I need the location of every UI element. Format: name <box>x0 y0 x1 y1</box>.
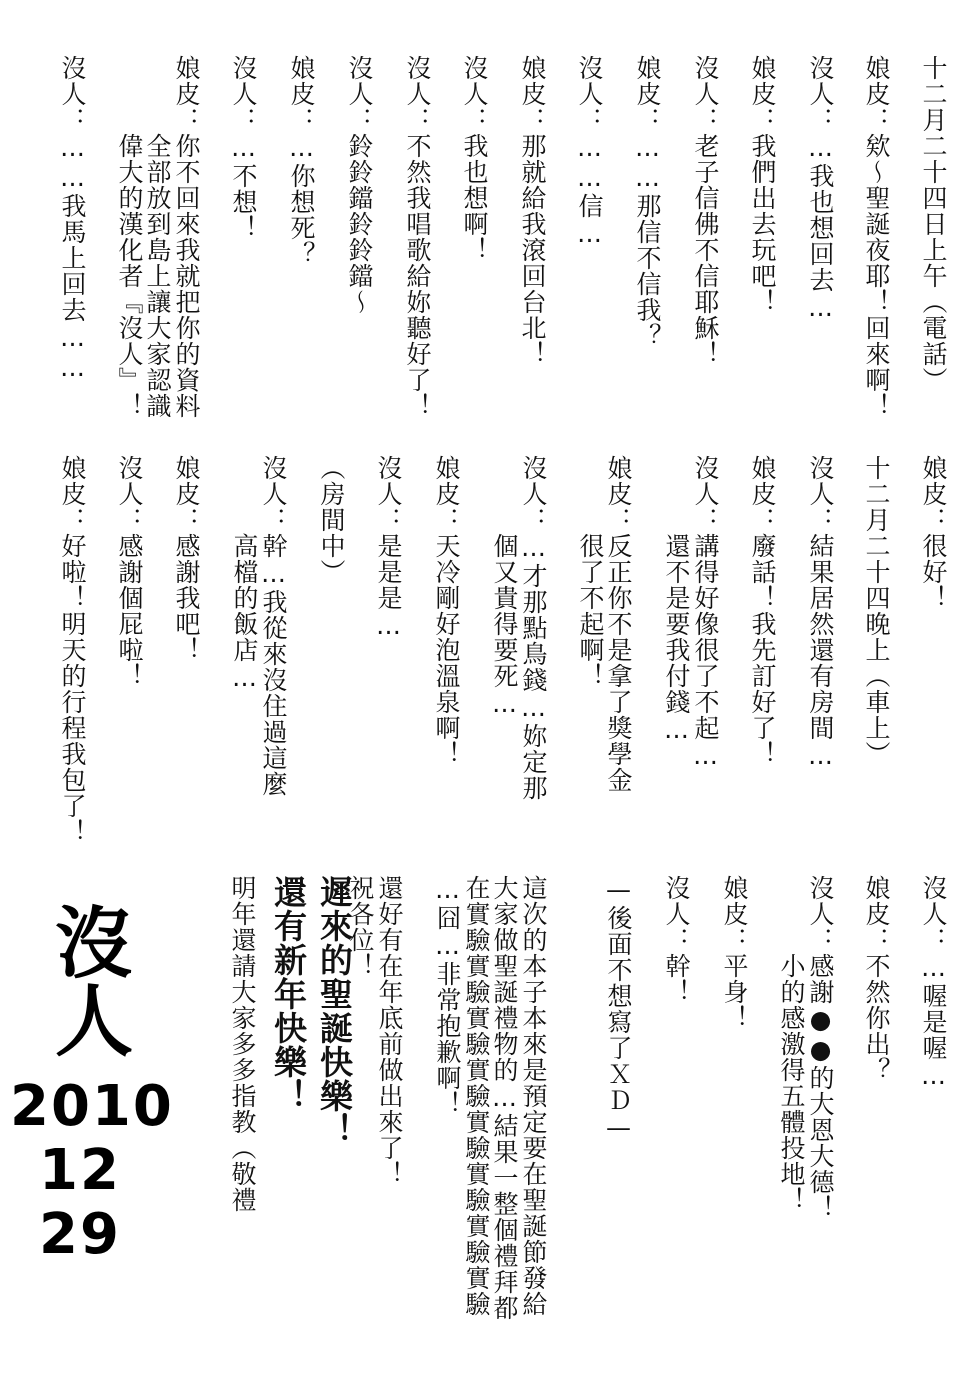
section-1-line: 娘皮：……那信不信我？ <box>633 55 662 349</box>
section-3-line: 遲來的聖誕快樂！ <box>315 875 354 1147</box>
section-2-line: 沒人：幹…我從來沒住過這麼 <box>259 455 288 797</box>
section-2-line: 沒人：是是是… <box>374 455 403 641</box>
section-3-line: 沒人：感謝●●的大恩大德！ <box>806 875 835 1221</box>
section-1-line: 娘皮：欸～聖誕夜耶！回來啊！ <box>862 55 891 419</box>
section-3-line: 沒人：…喔是喔… <box>919 875 948 1091</box>
signature-day: 29 <box>39 1202 121 1267</box>
section-3-line: 娘皮：不然你出？ <box>862 875 891 1083</box>
section-3-line: 沒人：幹！ <box>662 875 691 1005</box>
section-1-line: 沒人：我也想啊！ <box>460 55 489 263</box>
section-3-line: 祝各位！ <box>346 875 375 979</box>
section-3-line: 在實驗實驗實驗實驗實驗實驗實驗實驗 <box>462 875 491 1317</box>
section-2-line: 娘皮：好啦！明天的行程我包了！ <box>58 455 87 845</box>
section-3-line: 這次的本子本來是預定要在聖誕節發給 <box>519 875 548 1317</box>
section-3-line: 還好有在年底前做出來了！ <box>375 875 404 1187</box>
section-1-line: 娘皮：你不回來我就把你的資料 <box>172 55 201 419</box>
section-1-line: 娘皮：…你想死？ <box>287 55 316 267</box>
signature-month: 12 <box>39 1138 121 1203</box>
section-1-line: 沒人：不然我唱歌給妳聽好了！ <box>403 55 432 419</box>
section-2-line: 娘皮：反正你不是拿了獎學金 <box>604 455 633 793</box>
section-3-line: 娘皮：平身！ <box>720 875 749 1031</box>
section-1-line: 沒人：老子信佛不信耶穌！ <box>691 55 720 367</box>
section-2-line: （房間中） <box>317 455 346 585</box>
handwritten-signature <box>10 885 174 1345</box>
section-2-line: 沒人：結果居然還有房間… <box>806 455 835 771</box>
section-3-line: 小的感激得五體投地！ <box>777 875 806 1213</box>
section-3-line: 明年還請大家多多指教（敬禮 <box>228 875 257 1213</box>
section-2-line: 娘皮：廢話！我先訂好了！ <box>748 455 777 767</box>
section-1-line: 沒人：…不想！ <box>229 55 258 241</box>
section-1-line: 十二月二十四日上午（電話） <box>919 55 948 393</box>
section-2-line: 沒人：…才那點鳥錢…妳定那 <box>519 455 548 801</box>
section-2-line: 很了不起啊！ <box>576 455 605 689</box>
section-1-line: 娘皮：我們出去玩吧！ <box>748 55 777 315</box>
section-2-line: 娘皮：感謝我吧！ <box>172 455 201 663</box>
signature-year: 2010 <box>10 1074 174 1139</box>
section-1-line: 沒人：鈴鈴鐺鈴鈴鐺～ <box>345 55 374 315</box>
section-3-line: 大家做聖誕禮物的…結果一整個禮拜都 <box>490 875 519 1321</box>
section-3-line: —後面不想寫了ＸＤ— <box>604 875 633 1143</box>
dialogue-section-phone-call <box>0 55 968 450</box>
section-1-line: 偉大的漢化者『沒人』！ <box>115 55 144 419</box>
section-2-line: 個又貴得要死… <box>490 455 519 719</box>
section-1-line: 娘皮：那就給我滾回台北！ <box>518 55 547 367</box>
section-2-line: 高檔的飯店… <box>230 455 259 693</box>
dialogue-section-evening <box>0 455 968 855</box>
section-3-line: …囧…非常抱歉啊！ <box>433 875 462 1117</box>
section-2-line: 十二月二十四晚上（車上） <box>862 455 891 767</box>
section-3-line: 還有新年快樂！ <box>269 875 308 1113</box>
section-1-line: 沒人：……我馬上回去…… <box>58 55 87 383</box>
section-2-line: 還不是要我付錢… <box>662 455 691 745</box>
section-2-line: 娘皮：天冷剛好泡溫泉啊！ <box>432 455 461 767</box>
section-1-line: 沒人：…我也想回去… <box>806 55 835 323</box>
signature-name: 沒人 <box>42 902 132 1058</box>
section-2-line: 沒人：講得好像很了不起… <box>691 455 720 771</box>
section-2-line: 娘皮：很好！ <box>919 455 948 611</box>
section-1-line: 沒人：……信… <box>575 55 604 249</box>
section-2-line: 沒人：感謝個屁啦！ <box>115 455 144 689</box>
section-1-line: 全部放到島上讓大家認識 <box>143 55 172 419</box>
